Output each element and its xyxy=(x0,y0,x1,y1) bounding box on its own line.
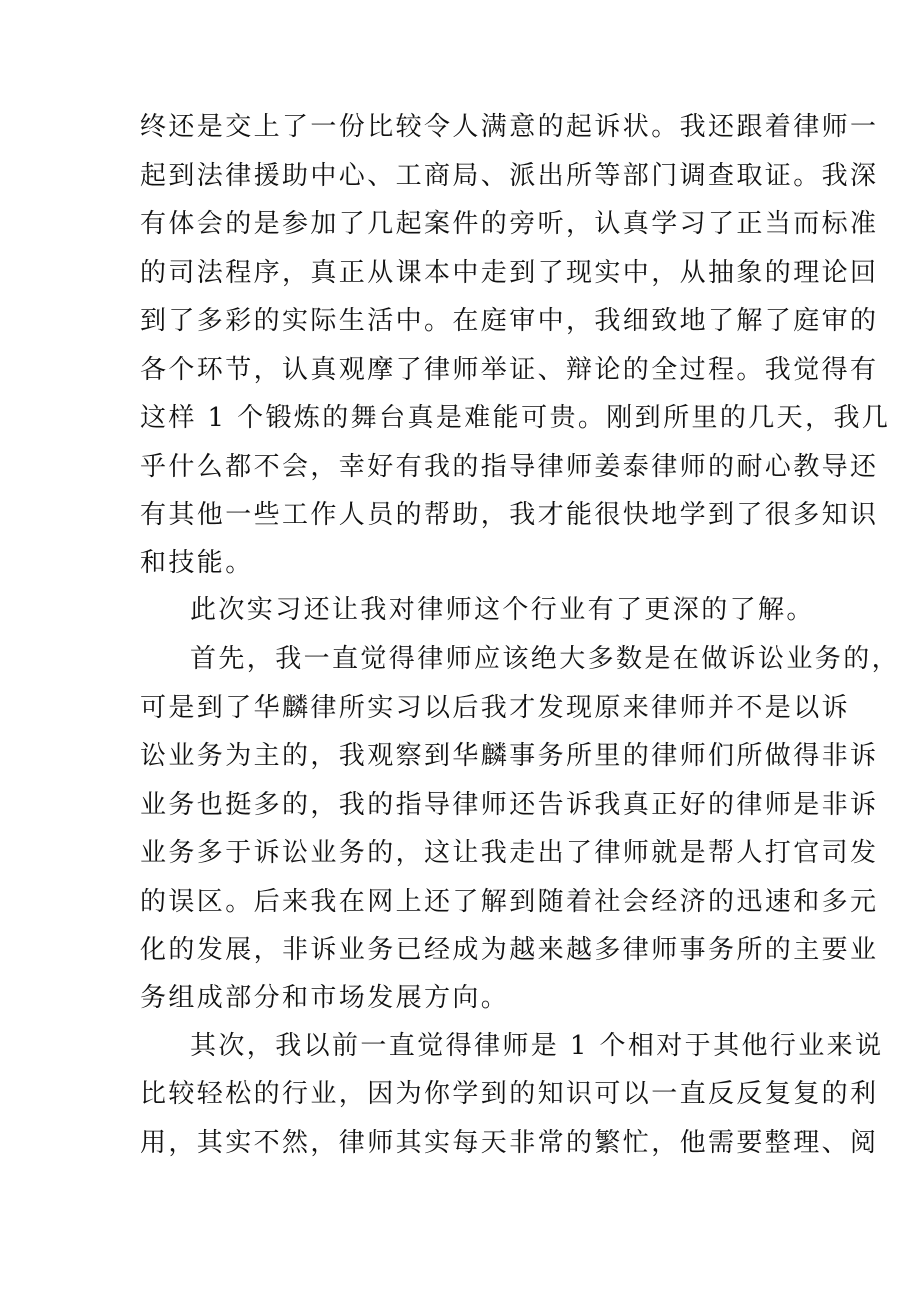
paragraph-first-line: 首先，我一直觉得律师应该绝大多数是在做诉讼业务的， xyxy=(190,644,901,674)
text-line: 讼业务为主的，我观察到华麟事务所里的律师们所做得非诉 xyxy=(140,741,879,771)
text-line: 终还是交上了一份比较令人满意的起诉状。我还跟着律师一 xyxy=(140,112,879,142)
text-line: 乎什么都不会，幸好有我的指导律师姜泰律师的耐心教导还 xyxy=(140,452,879,482)
text-line: 各个环节，认真观摩了律师举证、辩论的全过程。我觉得有 xyxy=(140,355,879,385)
paragraph-first-line: 其次，我以前一直觉得律师是 1 个相对于其他行业来说 xyxy=(190,1031,884,1061)
text-line: 业务也挺多的，我的指导律师还告诉我真正好的律师是非诉 xyxy=(140,790,879,820)
text-line: 业务多于诉讼业务的，这让我走出了律师就是帮人打官司发 xyxy=(140,838,879,868)
text-line: 用，其实不然，律师其实每天非常的繁忙，他需要整理、阅 xyxy=(140,1128,879,1158)
text-line: 到了多彩的实际生活中。在庭审中，我细致地了解了庭审的 xyxy=(140,306,879,336)
text-line: 有其他一些工作人员的帮助，我才能很快地学到了很多知识 xyxy=(140,500,879,530)
text-line: 和技能。 xyxy=(140,548,254,578)
paragraph-first-line: 此次实习还让我对律师这个行业有了更深的了解。 xyxy=(190,595,815,625)
text-line: 可是到了华麟律所实习以后我才发现原来律师并不是以诉 xyxy=(140,693,851,723)
text-line: 的误区。后来我在网上还了解到随着社会经济的迅速和多元 xyxy=(140,887,879,917)
text-line: 起到法律援助中心、工商局、派出所等部门调查取证。我深 xyxy=(140,161,879,191)
text-line: 务组成部分和市场发展方向。 xyxy=(140,983,510,1013)
text-line: 有体会的是参加了几起案件的旁听，认真学习了正当而标准 xyxy=(140,209,879,239)
text-line: 这样 1 个锻炼的舞台真是难能可贵。刚到所里的几天，我几 xyxy=(140,403,891,433)
text-line: 比较轻松的行业，因为你学到的知识可以一直反反复复的利 xyxy=(140,1079,879,1109)
text-line: 化的发展，非诉业务已经成为越来越多律师事务所的主要业 xyxy=(140,935,879,965)
text-line: 的司法程序，真正从课本中走到了现实中，从抽象的理论回 xyxy=(140,258,879,288)
